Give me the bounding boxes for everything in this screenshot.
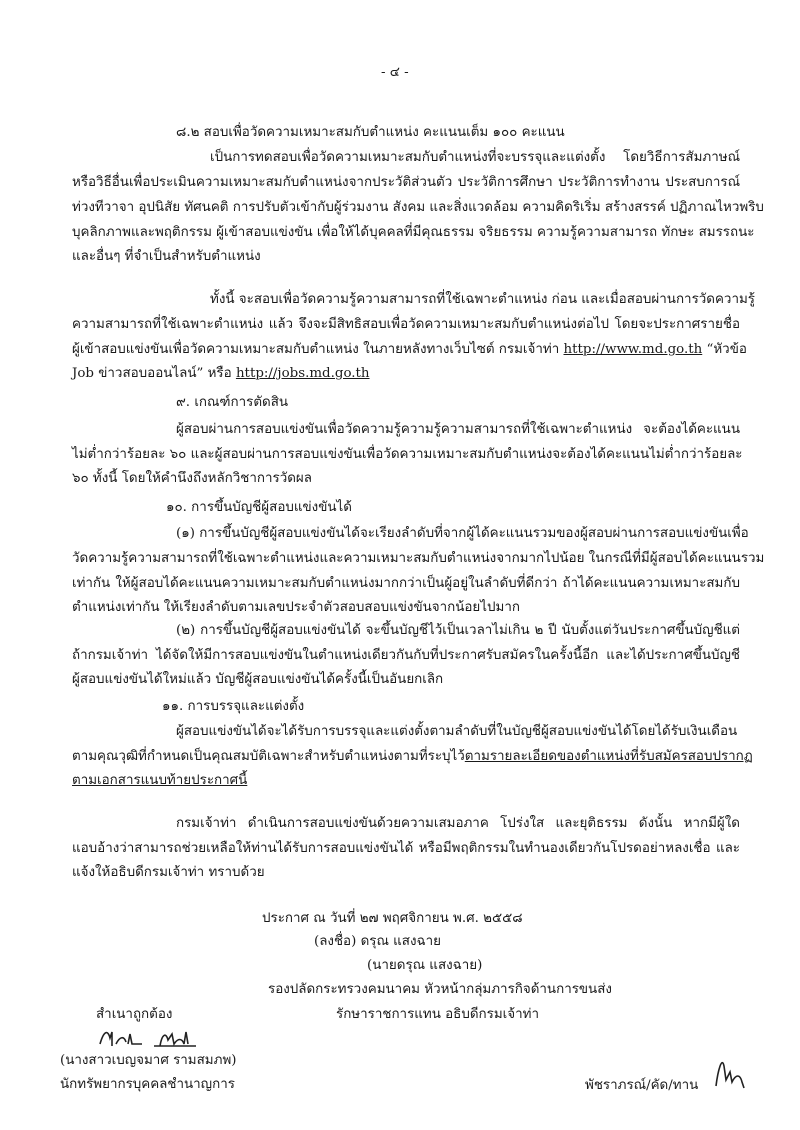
s9-line: ไม่ต่ำกว่าร้อยละ ๖๐ และผู้สอบผ่านการสอบแข่งขันเพื่อวัดความเหมาะสมกับตำแหน่งจะต้องได้คะแนนไม่ต่ำกว่าร้อยละ <box>72 447 743 462</box>
notice-quote: “หัวข้อ <box>706 342 747 357</box>
section-8-2-heading: ๘.๒ สอบเพื่อวัดความเหมาะสมกับตำแหน่ง คะแนนเต็ม ๑๐๐ คะแนน <box>176 125 565 140</box>
announce-position-1: รองปลัดกระทรวงคมนาคม หัวหน้ากลุ่มภารกิจด้านการขนส่ง <box>268 982 612 997</box>
announce-date: ประกาศ ณ วันที่ ๒๗ พฤศจิกายน พ.ศ. ๒๕๕๘ <box>262 911 523 926</box>
notice-line-3-text: ผู้เข้าสอบแข่งขันเพื่อวัดความเหมาะสมกับตำแหน่ง ในภายหลังทางเว็บไซต์ กรมเจ้าท่า <box>72 342 560 357</box>
closing-line: กรมเจ้าท่า ดำเนินการสอบแข่งขันด้วยความเสมอภาค โปร่งใส และยุติธรรม ดังนั้น หากมีผู้ใด <box>176 816 740 831</box>
closing-line: แจ้งให้อธิบดีกรมเจ้าท่า ทราบด้วย <box>72 865 265 880</box>
section-11-heading: ๑๑. การบรรจุและแต่งตั้ง <box>162 699 305 714</box>
notice-line: ความสามารถที่ใช้เฉพาะตำแหน่ง แล้ว จึงจะมีสิทธิสอบเพื่อวัดความเหมาะสมกับตำแหน่งต่อไป โดยจะประกาศรายชื่อ <box>72 317 740 332</box>
certifier-position: นักทรัพยากรบุคคลชำนาญการ <box>60 1077 235 1092</box>
initial-signature <box>712 1052 748 1092</box>
s10-p1-line: ตำแหน่งเท่ากัน ให้เรียงลำดับตามเลขประจำตัวสอบสอบแข่งขันจากน้อยไปมาก <box>72 600 520 615</box>
page-number: - ๔ - <box>381 65 409 80</box>
s10-p2-line: ถ้ากรมเจ้าท่า ได้จัดให้มีการสอบแข่งขันในตำแหน่งเดียวกันกับที่ประกาศรับสมัครในครั้งนี้อีก และได้ประกาศขึ้นบัญชี <box>72 648 740 663</box>
certifier-signature <box>98 1026 218 1052</box>
section-10-heading: ๑๐. การขึ้นบัญชีผู้สอบแข่งขันได้ <box>166 500 352 515</box>
s82-line: หรือวิธีอื่นเพื่อประเมินความเหมาะสมกับตำแหน่งจากประวัติส่วนตัว ประวัติการศึกษา ประวัติการทำงาน ประสบการณ์ <box>72 175 740 190</box>
s82-line: เป็นการทดสอบเพื่อวัดความเหมาะสมกับตำแหน่งที่จะบรรจุและแต่งตั้ง โดยวิธีการสัมภาษณ์ <box>210 150 740 165</box>
s11-line-3-underlined: ตามเอกสารแนบท้ายประกาศนี้ <box>72 773 248 788</box>
s82-line: บุคลิกภาพและพฤติกรรม ผู้เข้าสอบแข่งขัน เพื่อให้ได้บุคคลที่มีคุณธรรม จริยธรรม ความรู้ความสามารถ ทักษะ สมรรถนะ <box>72 225 755 240</box>
s82-line: ท่วงทีวาจา อุปนิสัย ทัศนคติ การปรับตัวเข้ากับผู้ร่วมงาน สังคม และสิ่งแวดล้อม ความคิดริเริ่ม สร้างสรรค์ ปฏิภาณไหวพริบ <box>72 200 764 215</box>
s11-line: ผู้สอบแข่งขันได้จะได้รับการบรรจุและแต่งตั้งตามลำดับที่ในบัญชีผู้สอบแข่งขันได้โดยได้รับเงินเดือน <box>176 724 738 739</box>
section-9-heading: ๙. เกณฑ์การตัดสิน <box>176 395 289 410</box>
certified-label: สำเนาถูกต้อง <box>96 1007 173 1022</box>
announce-name: (นายดรุณ แสงฉาย) <box>367 958 483 973</box>
closing-line: แอบอ้างว่าสามารถช่วยเหลือให้ท่านได้รับการสอบแข่งขันได้ หรือมีพฤติกรรมในทำนองเดียวกันโปรดอย่าหลงเชื่อ และ <box>72 841 740 856</box>
announce-signed: (ลงชื่อ) ดรุณ แสงฉาย <box>314 934 441 949</box>
typist-note: พัชราภรณ์/คัด/ทาน <box>585 1078 699 1093</box>
website-link-jobs[interactable]: http://jobs.md.go.th <box>235 366 370 381</box>
notice-line-4-text: Job ข่าวสอบออนไลน์” หรือ <box>72 366 232 381</box>
s10-p1-line: (๑) การขึ้นบัญชีผู้สอบแข่งขันได้จะเรียงลำดับที่จากผู้ได้คะแนนรวมของผู้สอบผ่านการสอบแข่งขันเพื่อ <box>176 526 749 541</box>
notice-line-3 <box>72 341 747 359</box>
notice-line-4 <box>72 365 370 383</box>
s10-p1-line: เท่ากัน ให้ผู้สอบได้คะแนนความเหมาะสมกับตำแหน่งมากกว่าเป็นผู้อยู่ในลำดับที่ดีกว่า ถ้าได้คะแนนความเหมาะสมกับ <box>72 576 740 591</box>
notice-line: ทั้งนี้ จะสอบเพื่อวัดความรู้ความสามารถที่ใช้เฉพาะตำแหน่ง ก่อน และเมื่อสอบผ่านการวัดความรู้ <box>210 292 755 307</box>
website-link-md[interactable]: http://www.md.go.th <box>563 342 703 357</box>
s11-line-2 <box>72 748 753 766</box>
certifier-name: (นางสาวเบญจมาศ รามสมภพ) <box>60 1053 237 1068</box>
s82-line: และอื่นๆ ที่จำเป็นสำหรับตำแหน่ง <box>72 249 261 264</box>
s10-p2-line: ผู้สอบแข่งขันได้ใหม่แล้ว บัญชีผู้สอบแข่งขันได้ครั้งนี้เป็นอันยกเลิก <box>72 672 444 687</box>
s10-p2-line: (๒) การขึ้นบัญชีผู้สอบแข่งขันได้ จะขึ้นบัญชีไว้เป็นเวลาไม่เกิน ๒ ปี นับตั้งแต่วันประกาศขึ้นบัญชีแต่ <box>176 623 740 638</box>
s10-p1-line: วัดความรู้ความสามารถที่ใช้เฉพาะตำแหน่งและความเหมาะสมกับตำแหน่งจากมากไปน้อย ในกรณีที่มีผู้สอบได้คะแนนรวม <box>72 551 765 566</box>
s11-line-2-underlined: ตามรายละเอียดของตำแหน่งที่รับสมัครสอบปรากฏ <box>464 749 753 764</box>
s9-line: ๖๐ ทั้งนี้ โดยให้คำนึงถึงหลักวิชาการวัดผล <box>72 471 312 486</box>
s9-line: ผู้สอบผ่านการสอบแข่งขันเพื่อวัดความรู้ความรู้ความสามารถที่ใช้เฉพาะตำแหน่ง จะต้องได้คะแนน <box>176 422 740 437</box>
s11-line-2-text: ตามคุณวุฒิที่กำหนดเป็นคุณสมบัติเฉพาะสำหรับตำแหน่งตามที่ระบุไว้ <box>72 749 465 764</box>
announce-position-2: รักษาราชการแทน อธิบดีกรมเจ้าท่า <box>336 1007 539 1022</box>
